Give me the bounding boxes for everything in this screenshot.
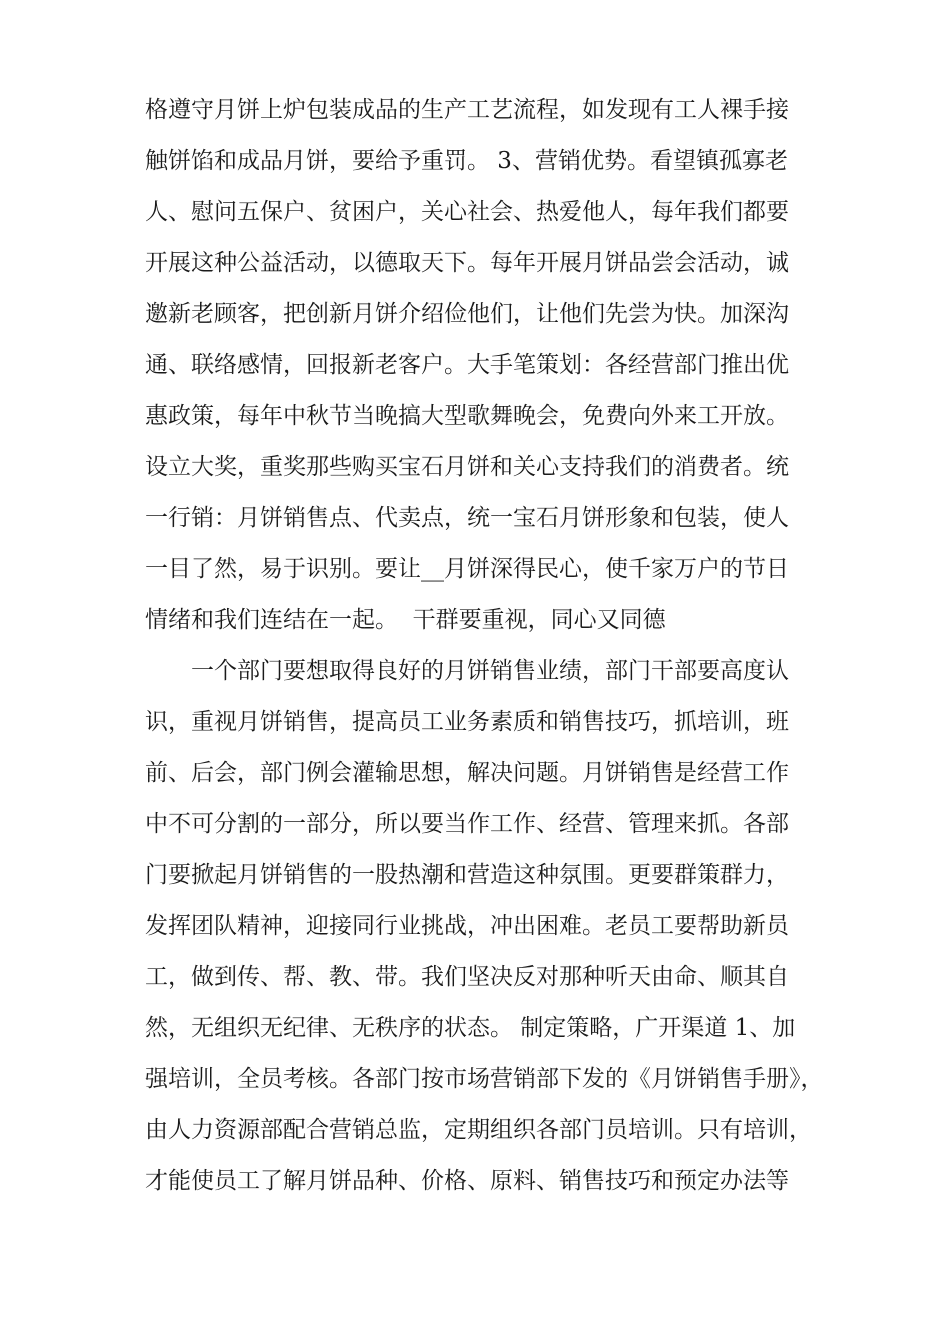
text-line-16: 门要掀起月饼销售的一股热潮和营造这种氛围。更要群策群力， bbox=[145, 862, 789, 888]
text-line-20: 强培训，全员考核。各部门按市场营销部下发的《月饼销售手册》， bbox=[145, 1066, 824, 1092]
text-line-19: 然，无组织无纪律、无秩序的状态。 制定策略，广开渠道 1、加 bbox=[145, 1015, 796, 1041]
text-line-1: 格遵守月饼上炉包装成品的生产工艺流程，如发现有工人裸手接 bbox=[145, 97, 789, 123]
text-line-17: 发挥团队精神，迎接同行业挑战，冲出困难。老员工要帮助新员 bbox=[145, 913, 789, 939]
text-line-8: 设立大奖，重奖那些购买宝石月饼和关心支持我们的消费者。统 bbox=[145, 454, 789, 480]
text-line-22: 才能使员工了解月饼品种、价格、原料、销售技巧和预定办法等 bbox=[145, 1168, 789, 1194]
text-line-4: 开展这种公益活动，以德取天下。每年开展月饼品尝会活动，诚 bbox=[145, 250, 789, 276]
text-line-6: 通、联络感情，回报新老客户。大手笔策划：各经营部门推出优 bbox=[145, 352, 789, 378]
text-line-14: 前、后会，部门例会灌输思想，解决问题。月饼销售是经营工作 bbox=[145, 760, 789, 786]
text-line-13: 识，重视月饼销售，提高员工业务素质和销售技巧，抓培训，班 bbox=[145, 709, 789, 735]
text-line-18: 工，做到传、帮、教、带。我们坚决反对那种听天由命、顺其自 bbox=[145, 964, 789, 990]
text-line-7: 惠政策，每年中秋节当晚搞大型歌舞晚会，免费向外来工开放。 bbox=[145, 403, 789, 429]
text-line-5: 邀新老顾客，把创新月饼介绍俭他们，让他们先尝为快。加深沟 bbox=[145, 301, 789, 327]
text-line-11: 情绪和我们连结在一起。 干群要重视，同心又同德 bbox=[145, 607, 666, 633]
text-line-3: 人、慰问五保户、贫困户，关心社会、热爱他人，每年我们都要 bbox=[145, 199, 789, 225]
text-line-21: 由人力资源部配合营销总监，定期组织各部门员培训。只有培训， bbox=[145, 1117, 812, 1143]
text-line-15: 中不可分割的一部分，所以要当作工作、经营、管理来抓。各部 bbox=[145, 811, 789, 837]
paragraph-first-line: 一个部门要想取得良好的月饼销售业绩，部门干部要高度认 bbox=[191, 658, 789, 684]
text-line-2: 触饼馅和成品月饼，要给予重罚。 3、营销优势。看望镇孤寡老 bbox=[145, 148, 788, 174]
text-line-10: 一目了然，易于识别。要让__月饼深得民心，使千家万户的节日 bbox=[145, 556, 789, 582]
text-line-9: 一行销：月饼销售点、代卖点，统一宝石月饼形象和包装，使人 bbox=[145, 505, 789, 531]
